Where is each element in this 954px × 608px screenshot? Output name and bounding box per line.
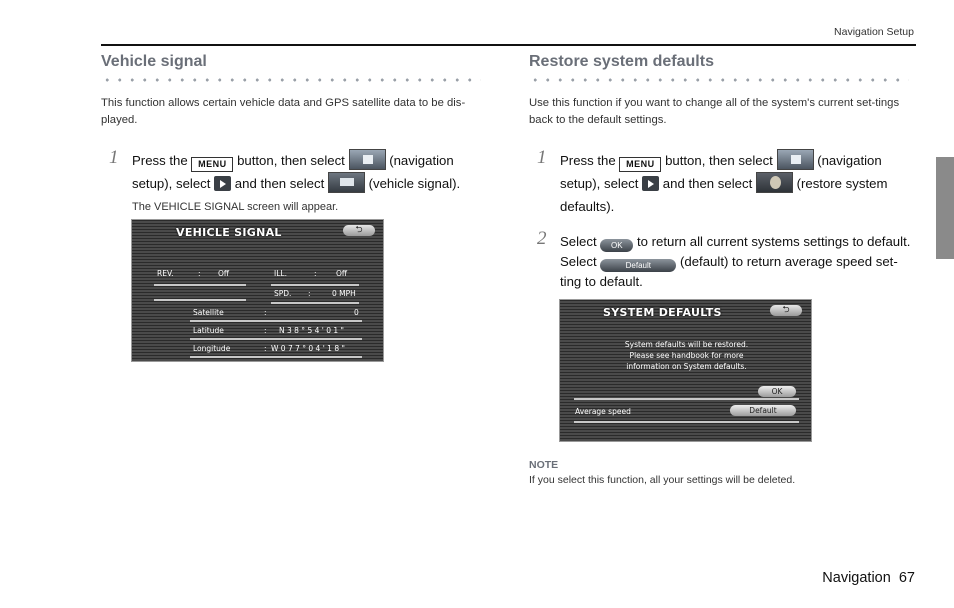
ill-label: ILL. <box>274 269 287 278</box>
latitude-label: Latitude <box>193 326 224 335</box>
satellite-label: Satellite <box>193 308 224 317</box>
divider <box>271 284 359 286</box>
step-note: The VEHICLE SIGNAL screen will appear. <box>132 201 339 213</box>
step-text: Press the <box>560 153 616 168</box>
step-number: 1 <box>537 147 547 168</box>
vehicle-signal-section <box>101 52 491 362</box>
side-tab <box>936 157 954 259</box>
screen-title: SYSTEM DEFAULTS <box>603 306 722 319</box>
system-defaults-screen <box>559 299 812 442</box>
screen-message: information on System defaults. <box>626 362 747 371</box>
step-text: Press the <box>132 153 188 168</box>
play-arrow-icon <box>214 176 231 191</box>
latitude-value: N 3 8 ° 5 4 ' 0 1 " <box>279 326 344 335</box>
ok-button-icon: OK <box>600 239 633 252</box>
step-2 <box>529 228 915 291</box>
divider <box>154 284 246 286</box>
ill-value: Off <box>336 269 348 278</box>
rev-colon: : <box>198 269 201 278</box>
step-text: and then select <box>662 176 753 191</box>
divider <box>190 356 362 358</box>
step-text: Select <box>560 234 597 249</box>
vehicle-signal-screen <box>131 219 384 362</box>
longitude-label: Longitude <box>193 344 231 353</box>
step-text: and then select <box>234 176 325 191</box>
rev-value: Off <box>218 269 230 278</box>
play-arrow-icon <box>642 176 659 191</box>
page-footer <box>822 570 915 586</box>
note-title: NOTE <box>529 459 559 471</box>
screen-message: System defaults will be restored. <box>624 340 749 349</box>
divider <box>190 338 362 340</box>
divider <box>271 302 359 304</box>
header-rule <box>101 44 916 46</box>
step-text: (navigation setup), select <box>132 153 454 191</box>
ok-button[interactable]: OK <box>758 386 796 397</box>
section-intro: Use this function if you want to change all of the system's current set-tings back to the default settings. <box>529 97 900 126</box>
dotted-divider <box>529 78 909 82</box>
section-title: Restore system defaults <box>529 53 714 70</box>
section-intro: This function allows certain vehicle data and GPS satellite data to be dis-played. <box>101 97 466 126</box>
step-text: (vehicle signal). <box>368 176 461 191</box>
footer-section: Navigation <box>822 570 891 586</box>
section-title: Vehicle signal <box>101 53 207 70</box>
step-text: (restore system defaults). <box>560 176 888 214</box>
page-number: 67 <box>898 570 915 586</box>
divider <box>190 320 362 322</box>
menu-button-icon: MENU <box>191 157 233 172</box>
average-speed-label: Average speed <box>575 407 631 416</box>
latitude-colon: : <box>264 326 267 335</box>
satellite-value: 0 <box>354 308 359 317</box>
back-button[interactable]: ⮌ <box>770 305 802 316</box>
step-text: Select <box>560 254 597 269</box>
menu-button-icon: MENU <box>619 157 661 172</box>
step-1 <box>529 149 915 218</box>
screen-message: Please see handbook for more <box>629 351 744 360</box>
default-button[interactable]: Default <box>730 405 796 416</box>
step-1 <box>101 149 491 195</box>
rev-label: REV. <box>157 269 174 278</box>
spd-colon: : <box>308 289 311 298</box>
screen-title: VEHICLE SIGNAL <box>176 226 282 239</box>
step-text: button, then select <box>237 153 345 168</box>
dotted-divider <box>101 78 481 82</box>
step-number: 2 <box>537 228 547 249</box>
step-text: button, then select <box>665 153 773 168</box>
restore-defaults-section <box>529 52 915 486</box>
page-section-label: Navigation Setup <box>834 26 914 38</box>
ill-colon: : <box>314 269 317 278</box>
restore-system-icon <box>756 172 793 193</box>
longitude-value: W 0 7 7 ° 0 4 ' 1 8 " <box>271 344 345 353</box>
step-text: to return all current systems settings to default. <box>637 234 911 249</box>
divider <box>154 299 246 301</box>
default-button-icon: Default <box>600 259 676 272</box>
step-text: (default) to return average speed set-ting to default. <box>560 254 898 289</box>
back-button[interactable]: ⮌ <box>343 225 375 236</box>
divider <box>574 398 799 400</box>
step-text: (navigation setup), select <box>560 153 882 191</box>
note-text: If you select this function, all your settings will be deleted. <box>529 474 796 486</box>
divider <box>574 421 799 423</box>
navigation-setup-icon <box>349 149 386 170</box>
spd-value: 0 MPH <box>332 289 356 298</box>
vehicle-signal-icon <box>328 172 365 193</box>
step-number: 1 <box>109 147 119 168</box>
longitude-colon: : <box>264 344 267 353</box>
satellite-colon: : <box>264 308 267 317</box>
spd-label: SPD. <box>274 289 292 298</box>
navigation-setup-icon <box>777 149 814 170</box>
